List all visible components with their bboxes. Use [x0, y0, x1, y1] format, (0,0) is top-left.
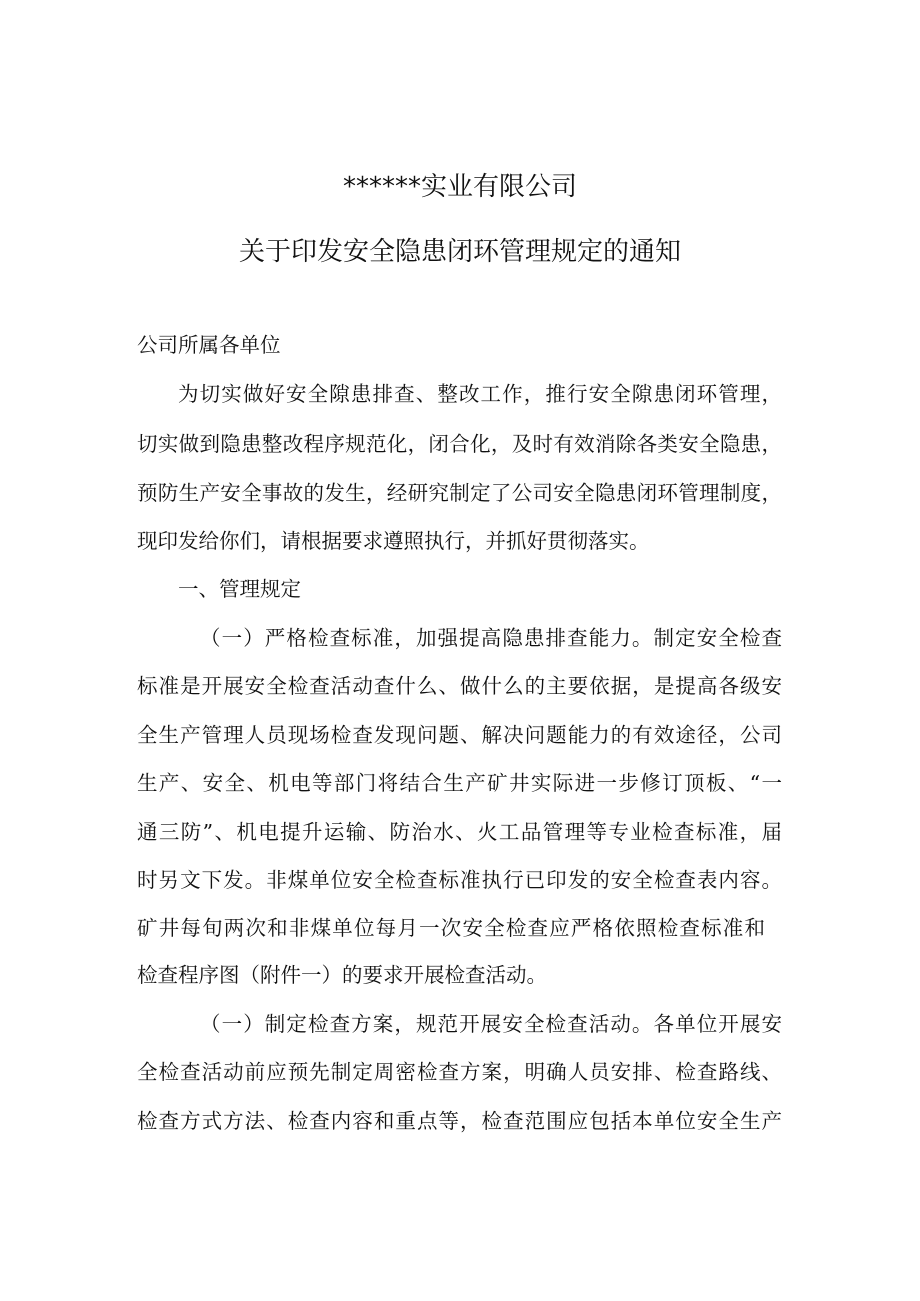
paragraph-line: 全检查活动前应预先制定周密检查方案，明确人员安排、检查路线、 [137, 1060, 782, 1084]
paragraph-line: （一）严格检查标准，加强提高隐患排查能力。制定安全检查 [200, 626, 782, 650]
intro-line: 预防生产安全事故的发生，经研究制定了公司安全隐患闭环管理制度， [137, 481, 782, 505]
paragraph-line: 检查程序图（附件一）的要求开展检查活动。 [137, 963, 547, 987]
section-heading: 一、管理规定 [178, 577, 301, 601]
paragraph-line: 标准是开展安全检查活动查什么、做什么的主要依据，是提高各级安 [137, 674, 782, 698]
intro-line: 切实做到隐患整改程序规范化，闭合化，及时有效消除各类安全隐患， [137, 432, 782, 456]
paragraph-line: 全生产管理人员现场检查发现问题、解决问题能力的有效途径，公司 [137, 723, 782, 747]
intro-line: 为切实做好安全隙患排查、整改工作，推行安全隙患闭环管理， [178, 382, 782, 406]
salutation: 公司所属各单位 [137, 333, 281, 357]
paragraph-line: 检查方式方法、检查内容和重点等，检查范围应包括本单位安全生产 [137, 1109, 782, 1133]
paragraph-line: 通三防”、机电提升运输、防治水、火工品管理等专业检查标准，届 [137, 820, 782, 844]
paragraph-line: 生产、安全、机电等部门将结合生产矿井实际进一步修订顶板、“一 [137, 771, 782, 795]
notice-title: 关于印发安全隐患闭环管理规定的通知 [238, 237, 681, 267]
paragraph-line: 时另文下发。非煤单位安全检查标准执行已印发的安全检查表内容。 [137, 868, 782, 892]
paragraph-line: 矿井每旬两次和非煤单位每月一次安全检查应严格依照检查标准和 [137, 916, 765, 940]
paragraph-line: （一）制定检查方案，规范开展安全检查活动。各单位开展安 [200, 1012, 782, 1036]
intro-line: 现印发给你们，请根据要求遵照执行，并抓好贯彻落实。 [137, 529, 650, 553]
company-title: ******实业有限公司 [342, 172, 577, 202]
